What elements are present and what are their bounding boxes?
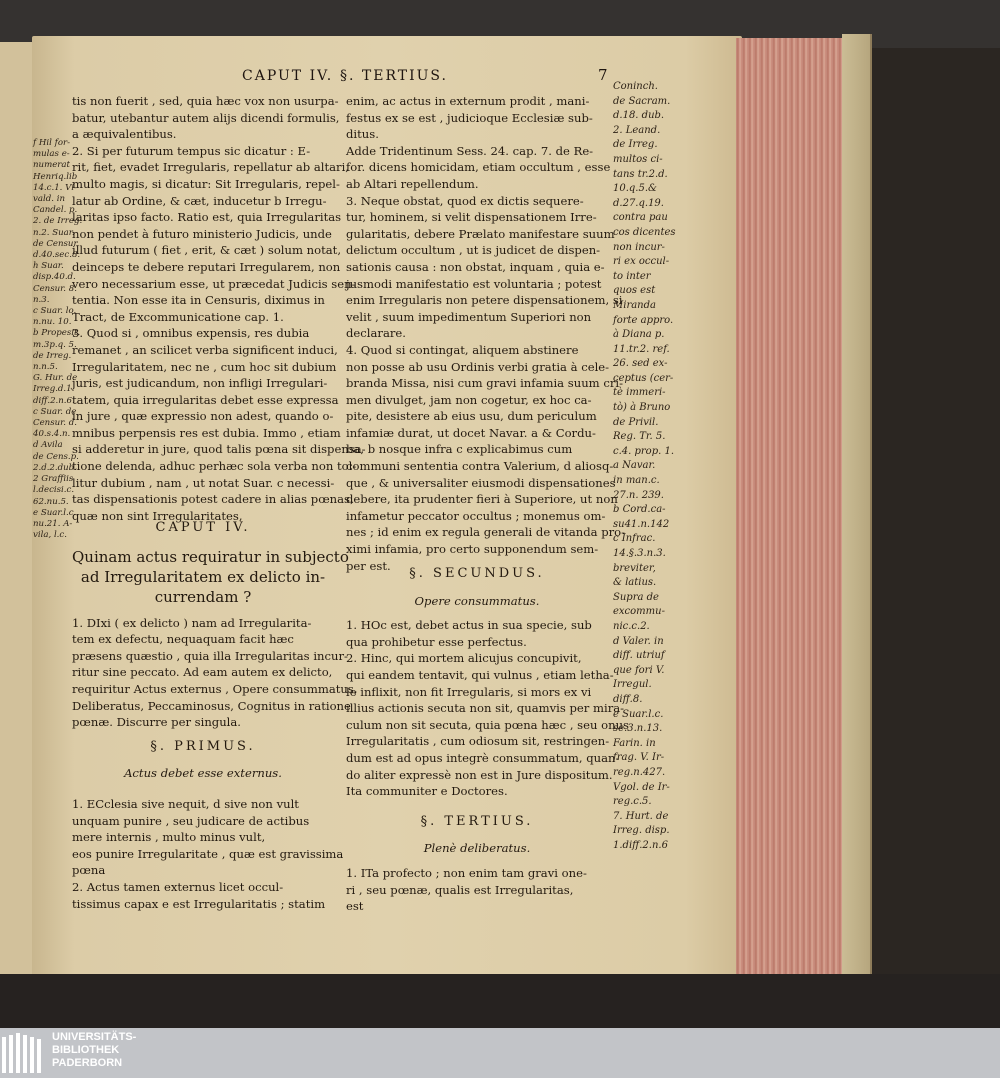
text-line: quæ non sint Irregularitates, [72, 508, 243, 523]
text-line: est [346, 899, 364, 914]
text-line: le inflixit, non fit Irregularis, si mors ex vi [346, 684, 592, 699]
text-line: unquam punire , seu judicare de actibus [72, 813, 310, 828]
text-line: batur, utebantur autem alijs dicendi formulis, [72, 110, 340, 125]
text-line: Censur. 8. [33, 283, 77, 294]
scan-background-bottom [0, 974, 1000, 1028]
text-line: ditus. [346, 127, 379, 142]
text-line: de Irreg. [33, 350, 72, 361]
running-head-right: §. TERTIUS. [340, 68, 448, 84]
text-line: Vgol. de Ir- [613, 781, 670, 793]
text-line: Miranda [613, 299, 656, 311]
text-line: deinceps te debere reputari Irregularem, non [72, 259, 341, 274]
section-secundus-heading: §. SECUNDUS. [409, 566, 545, 581]
running-head-left: CAPUT IV. [242, 68, 334, 84]
text-line: nu.21. A- [33, 518, 73, 529]
text-line: Deliberatus, Peccaminosus, Cognitus in ratione [72, 698, 351, 713]
text-line: do aliter expressè non est in Jure dispositum. [346, 767, 613, 782]
text-line: n.3. [33, 294, 50, 305]
text-line: Irreg. disp. [613, 825, 670, 837]
text-line: 1. DIxi ( ex delicto ) nam ad Irregularita- [72, 615, 312, 630]
text-line: Irregularitatis , cum odiosum sit, restringen- [346, 734, 610, 749]
text-line: Henriq.lib [33, 171, 78, 182]
text-line: c Suar. lo. [33, 306, 77, 317]
text-line: to inter [613, 270, 651, 282]
text-line: multo magis, si dicatur: Sit Irregularis, repel- [72, 176, 340, 191]
text-line: mnibus perpensis res est dubia. Immo , etiam [72, 425, 341, 440]
text-line: ba, b nosque infra c explicabimus cum [346, 442, 573, 457]
text-line: de Censur. [33, 238, 80, 249]
text-line: n.nu. 10. [33, 317, 72, 328]
section-tertius-text [346, 865, 608, 915]
text-line: 11.tr.2. ref. [613, 343, 670, 355]
text-line: per est. [346, 558, 391, 573]
text-line: 26. sed ex- [613, 358, 668, 370]
text-line: a æquivalentibus. [72, 127, 177, 142]
text-line: 2. Actus tamen externus licet occul- [72, 879, 284, 894]
text-line: e Suar.l.c. [613, 708, 664, 720]
text-line: breviter, [613, 562, 656, 574]
text-line: 7. Hurt. de [613, 810, 669, 822]
text-line: frag. V. Ir- [613, 752, 665, 764]
text-line: Irreg.d.1. [33, 384, 75, 395]
text-line: sationis causa : non obstat, inquam , quia e- [346, 259, 605, 274]
text-line: rit, fiet, evadet Irregularis, repellatur ab altari, [72, 160, 349, 175]
page-number: 7 [598, 66, 608, 84]
text-line: tas dispensationis potest cadere in alias pœnas, [72, 492, 354, 507]
text-line: pite, desistere ab eius usu, dum periculum [346, 409, 597, 424]
text-line: Reg. Tr. 5. [613, 431, 666, 443]
text-line: Irregularitatem, nec ne , cum hoc sit dubium [72, 359, 337, 374]
section-primus-subtitle: Actus debet esse externus. [124, 766, 282, 781]
text-line: nes ; id enim ex regula generali de vitanda pro- [346, 525, 626, 540]
right-margin-notes [613, 80, 676, 853]
text-line: 2 Graffiis [33, 474, 74, 485]
text-line: tem ex defectu, nequaquam facit hæc [72, 632, 294, 647]
text-line: vero necessarium esse, ut præcedat Judicis sen- [72, 276, 356, 291]
text-line: d.18. dub. [613, 110, 665, 122]
library-footer-bar [0, 1028, 1000, 1078]
text-line: 27.n. 239. [613, 489, 664, 501]
right-column-top [346, 93, 626, 574]
library-logo-icon [0, 1031, 46, 1075]
left-column-bottom [72, 512, 358, 912]
text-line: 14.c.1. Vi- [33, 182, 77, 193]
text-line: præsens quæstio , quia illa Irregularitas incur- [72, 648, 348, 663]
text-line: tans tr.2.d. [613, 168, 668, 180]
text-line: illud futurum ( fiet , erit, & cæt ) solum notat, [72, 243, 342, 258]
text-line: men divulget, jam non cogetur, ex hoc ca- [346, 392, 592, 407]
text-line: c.4. prop. 1. [613, 445, 675, 457]
text-line: & latius. [613, 577, 657, 589]
text-line: disp.40.d. [33, 272, 76, 283]
text-line: ri ex occul- [613, 256, 670, 268]
text-line: 2. Si per futurum tempus sic dicatur : E- [72, 143, 311, 158]
text-line: reg.n.427. [613, 766, 666, 778]
text-line: 2. Hinc, qui mortem alicujus concupivit, [346, 651, 582, 666]
text-line: requiritur Actus externus , Opere consummatus, [72, 681, 358, 696]
section-primus-text [72, 796, 344, 912]
text-line: debere, ita prudenter fieri à Superiore, ut non [346, 492, 618, 507]
text-line: non incur- [613, 241, 665, 253]
chapter-title-line-3: currendam ? [154, 587, 252, 606]
text-line: que , & universaliter eiusmodi dispensationes [346, 475, 616, 490]
text-line: ritur sine peccato. Ad eam autem ex delicto, [72, 665, 333, 680]
text-line: d Avila [33, 440, 63, 451]
chapter-title-line-1: Quinam actus requiratur in subjecto [72, 547, 349, 566]
chapter-intro-paragraph [72, 615, 358, 731]
text-line: Adde Tridentinum Sess. 24. cap. 7. de Re- [346, 143, 594, 158]
text-line: à Diana p. [613, 329, 665, 341]
text-line: Coninch. [613, 81, 658, 92]
text-line: eos punire Irregularitate , quæ est gravissima [72, 846, 344, 861]
logo-line-1: UNIVERSITÄTS- [52, 1031, 137, 1043]
text-line: n.2. Suar. [33, 227, 75, 238]
text-line: ri , seu pœnæ, qualis est Irregularitas, [346, 882, 574, 897]
text-line: ab Altari repellendum. [346, 176, 479, 191]
text-line: m.3p.q. 5. [33, 339, 77, 350]
caput-heading: CAPUT IV. [155, 520, 251, 535]
library-logo-text [52, 1031, 136, 1070]
text-line: declarare. [346, 326, 406, 341]
text-line: si adderetur in jure, quod talis pœna sit dispensa- [72, 442, 366, 457]
chapter-title-line-2: ad Irregularitatem ex delicto in- [80, 567, 326, 586]
text-line: for. dicens homicidam, etiam occultum , esse [346, 160, 611, 175]
text-line: 3. Quod si , omnibus expensis, res dubia [72, 326, 310, 341]
text-line: ceptus (cer- [613, 372, 674, 384]
text-line: diff. utriuf [613, 650, 665, 662]
text-line: 1.diff.2.n.6 [613, 839, 668, 851]
text-line: non pendet à futuro ministerio Judicis, unde [72, 226, 332, 241]
text-line: excommu- [613, 606, 665, 618]
text-line: f Hil for- [33, 138, 71, 148]
book-cover-board [842, 34, 872, 978]
text-line: 3. Neque obstat, quod ex dictis sequere- [346, 193, 584, 208]
text-line: litur dubium , nam , ut notat Suar. c necessi- [72, 475, 335, 490]
text-line: Candel. p. [33, 205, 78, 216]
text-line: de Irreg. [613, 139, 658, 151]
text-line: gularitatis, debere Prælato manifestare suum [346, 226, 615, 241]
text-line: Ita communiter e Doctores. [346, 784, 508, 799]
text-line: forte appro. [613, 314, 674, 326]
text-line: 40.s.4.n. [33, 429, 71, 440]
text-line: 2.d.2.dub. [33, 462, 77, 473]
text-line: d.40.sec.8. [33, 250, 81, 261]
text-line: tatem, quia irregularitas debet esse expressa [72, 392, 339, 407]
text-line: d Valer. in [613, 635, 664, 647]
text-line: de Sacram. [613, 95, 671, 107]
text-line: pœna [72, 863, 106, 878]
text-line: tentia. Non esse ita in Censuris, diximus in [72, 293, 325, 308]
text-line: tione delenda, adhuc perhæc sola verba non tol- [72, 459, 357, 474]
left-page-edge [0, 42, 36, 974]
text-line: de Cens.p. [33, 451, 79, 462]
text-line: diff.8. [613, 693, 643, 705]
text-line: festus ex se est , judicioque Ecclesiæ sub- [346, 110, 593, 125]
text-line: 1. ECclesia sive nequit, d sive non vult [72, 796, 299, 811]
text-line: juris, est judicandum, non infligi Irregulari- [72, 376, 328, 391]
text-line: 10.q.5.& [613, 183, 657, 195]
section-secundus-subtitle: Opere consummatus. [414, 593, 540, 608]
text-line: mulas e- [33, 149, 70, 160]
text-line: G. Hur. de [33, 373, 78, 384]
text-line: su41.n.142 [613, 518, 670, 530]
text-line: Censur. d. [33, 418, 78, 429]
logo-line-3: PADERBORN [52, 1057, 123, 1069]
text-line: qui eandem tentavit, qui vulnus , etiam letha- [346, 667, 614, 682]
text-line: pœnæ. Discurre per singula. [72, 715, 241, 730]
text-line: enim Irregularis non petere dispensationem, si [346, 293, 623, 308]
text-line: de Privil. [613, 416, 659, 428]
text-line: tè immeri- [613, 387, 666, 399]
text-line: communi sententia contra Valerium, d aliosq- [346, 459, 614, 474]
text-line: h Suar. [33, 261, 64, 272]
text-line: enim, ac actus in externum prodit , mani- [346, 94, 590, 108]
text-line: vald. in [33, 194, 65, 205]
text-line: contra pau [613, 212, 668, 224]
text-line: cos dicentes [613, 226, 676, 238]
text-line: jusmodi manifestatio est voluntaria ; potest [346, 276, 602, 291]
text-line: Tract, de Excommunicatione cap. 1. [72, 309, 284, 324]
text-line: diff.2.n.6. [33, 395, 75, 406]
text-line: l.decisi.c. [33, 485, 75, 496]
text-line: delictum occultum , ut is judicet de dispen- [346, 243, 601, 258]
text-line: tur, hominem, si velit dispensationem Irre- [346, 210, 597, 225]
text-line: quos est [613, 285, 656, 297]
text-line: tò) à Bruno [613, 402, 671, 414]
text-line: Farin. in [613, 737, 656, 749]
text-line: b Cord.ca- [613, 504, 666, 516]
text-line: ximi infamia, pro certo supponendum sem- [346, 542, 599, 557]
text-line: culum non sit secuta, quia pœna hæc , seu onus [346, 717, 630, 732]
text-line: 1. ITa profecto ; non enim tam gravi one- [346, 865, 587, 880]
text-line: tis non fuerit , sed, quia hæc vox non usurpa- [72, 94, 339, 108]
section-tertius-heading: §. TERTIUS. [420, 813, 534, 829]
text-line: vila, l.c. [33, 530, 67, 541]
text-line: d.27.q.19. [613, 197, 664, 209]
page-block-edge [736, 38, 844, 974]
text-line: qua prohibetur esse perfectus. [346, 634, 527, 649]
text-line: 2. de Irreg. [33, 216, 83, 227]
text-line: infamiæ durat, ut docet Navar. a & Cordu- [346, 425, 596, 440]
text-line: 4. Quod si contingat, aliquem abstinere [346, 342, 579, 357]
text-line: multos ci- [613, 153, 663, 165]
text-line: e Suar.l.c. [33, 507, 77, 518]
text-line: dum est ad opus integrè consummatum, quan- [346, 750, 620, 765]
text-line: illius actionis secuta non sit, quamvis per mira- [346, 701, 625, 716]
text-line: c Suar. de [33, 406, 77, 417]
text-line: 1. HOc est, debet actus in sua specie, sub [346, 618, 592, 633]
text-line: remanet , an scilicet verba significent induci, [72, 342, 338, 357]
text-line: laritas ipso facto. Ratio est, quia Irregularitas [72, 210, 342, 225]
section-primus-heading: §. PRIMUS. [150, 738, 256, 754]
text-line: Supra de [613, 591, 659, 603]
text-line: velit , suum impedimentum Superiori non [346, 309, 592, 324]
text-line: non posse ab usu Ordinis verbi gratia à cele- [346, 359, 610, 374]
text-line: branda Missa, nisi cum gravi infamia suum cri- [346, 376, 623, 391]
section-tertius-subtitle: Plenè deliberatus. [423, 841, 531, 856]
text-line: reg.c.5. [613, 796, 652, 808]
text-line: in jure , quæ expressio non adest, quando o- [72, 409, 334, 424]
text-line: 2. Leand. [613, 124, 661, 136]
text-line: 14.§.3.n.3. [613, 548, 666, 559]
text-line: Irregul. [613, 679, 652, 691]
text-line: numerat [33, 160, 70, 171]
text-line: latur ab Ordine, & cæt, inducetur b Irregu- [72, 193, 327, 208]
text-line: n.n.5. [33, 362, 58, 373]
text-line: a Navar. [613, 460, 656, 472]
logo-line-2: BIBLIOTHEK [52, 1044, 120, 1056]
text-line: c Infrac. [613, 533, 656, 545]
text-line: 62.nu.5. [33, 496, 69, 507]
text-line: b Propesit. [33, 328, 81, 339]
text-line: mere internis , multo minus vult, [72, 830, 266, 845]
text-line: se.3.n.13. [613, 723, 663, 735]
text-line: tissimus capax e est Irregularitatis ; statim [72, 896, 326, 911]
text-line: nic.c.2. [613, 620, 650, 632]
text-line: que fori V. [613, 664, 665, 676]
text-line: in man.c. [613, 475, 660, 487]
text-line: infametur peccator occultus ; monemus om- [346, 508, 606, 523]
